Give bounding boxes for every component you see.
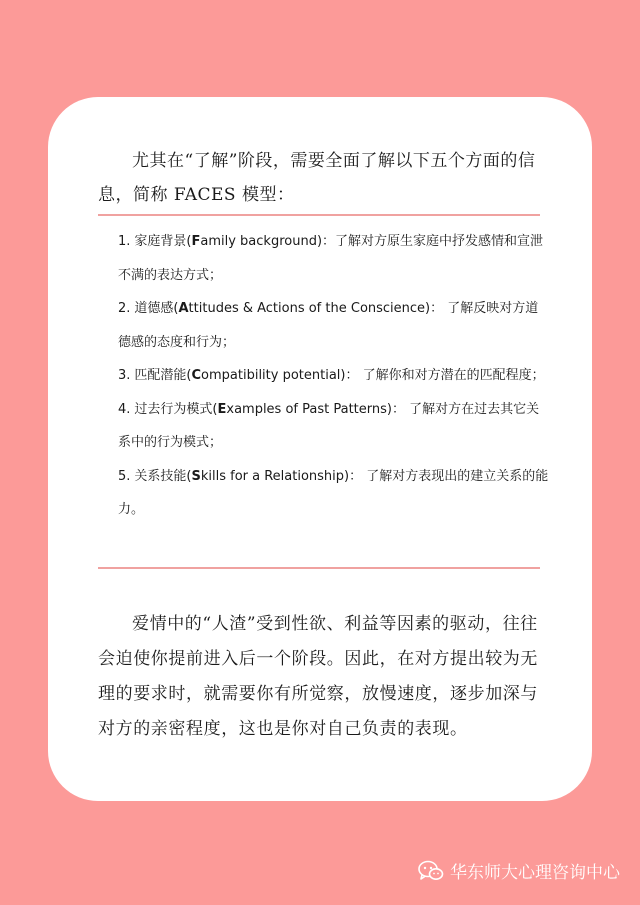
item-text: ompatibility potential)： 了解你和对方潜在的匹配程度； [201, 368, 545, 383]
intro-paragraph: 尤其在“了解”阶段，需要全面了解以下五个方面的信息，简称 FACES 模型： [98, 151, 536, 205]
wechat-icon [418, 860, 444, 882]
item-initial: F [191, 234, 201, 249]
content-card [48, 97, 592, 801]
faces-list [118, 225, 550, 527]
list-item [118, 225, 550, 292]
item-text: xamples of Past Patterns)： 了解对方在过去其它关系中的行为模式； [118, 401, 540, 450]
item-text: ttitudes & Actions of the Conscience)： 了解反映对方道德感的态度和行为； [118, 301, 539, 350]
item-text: kills for a Relationship)： 了解对方表现出的建立关系的能力。 [118, 468, 549, 517]
item-number: 1. [118, 234, 131, 249]
list-item [118, 359, 550, 393]
list-item [118, 393, 550, 460]
item-initial: S [191, 468, 201, 484]
item-number: 2. [118, 301, 131, 316]
item-number: 3. [118, 368, 131, 383]
item-initial: E [217, 401, 227, 417]
top-divider [98, 214, 540, 216]
list-item [118, 292, 550, 359]
item-initial: A [178, 301, 189, 316]
item-prefix: 过去行为模式( [134, 401, 218, 417]
item-prefix: 关系技能( [134, 468, 192, 484]
watermark-text: 华东师大心理咨询中心 [450, 863, 620, 883]
bottom-divider [98, 567, 540, 569]
item-prefix: 家庭背景( [134, 234, 192, 249]
item-text: amily background)：了解对方原生家庭中抒发感情和宣泄不满的表达方式； [118, 234, 544, 283]
item-prefix: 匹配潜能( [134, 368, 192, 383]
item-prefix: 道德感( [134, 301, 179, 316]
outro-paragraph: 爱情中的“人渣”受到性欲、利益等因素的驱动，往往会迫使你提前进入后一个阶段。因此，在对方提出较为无理的要求时，就需要你有所觉察，放慢速度，逐步加深与对方的亲密程度，这也是你对自己负责的表现。 [98, 614, 538, 739]
watermark [418, 858, 620, 883]
item-number: 4. [118, 401, 131, 417]
list-item [118, 460, 550, 527]
item-number: 5. [118, 468, 131, 484]
item-initial: C [191, 368, 202, 383]
